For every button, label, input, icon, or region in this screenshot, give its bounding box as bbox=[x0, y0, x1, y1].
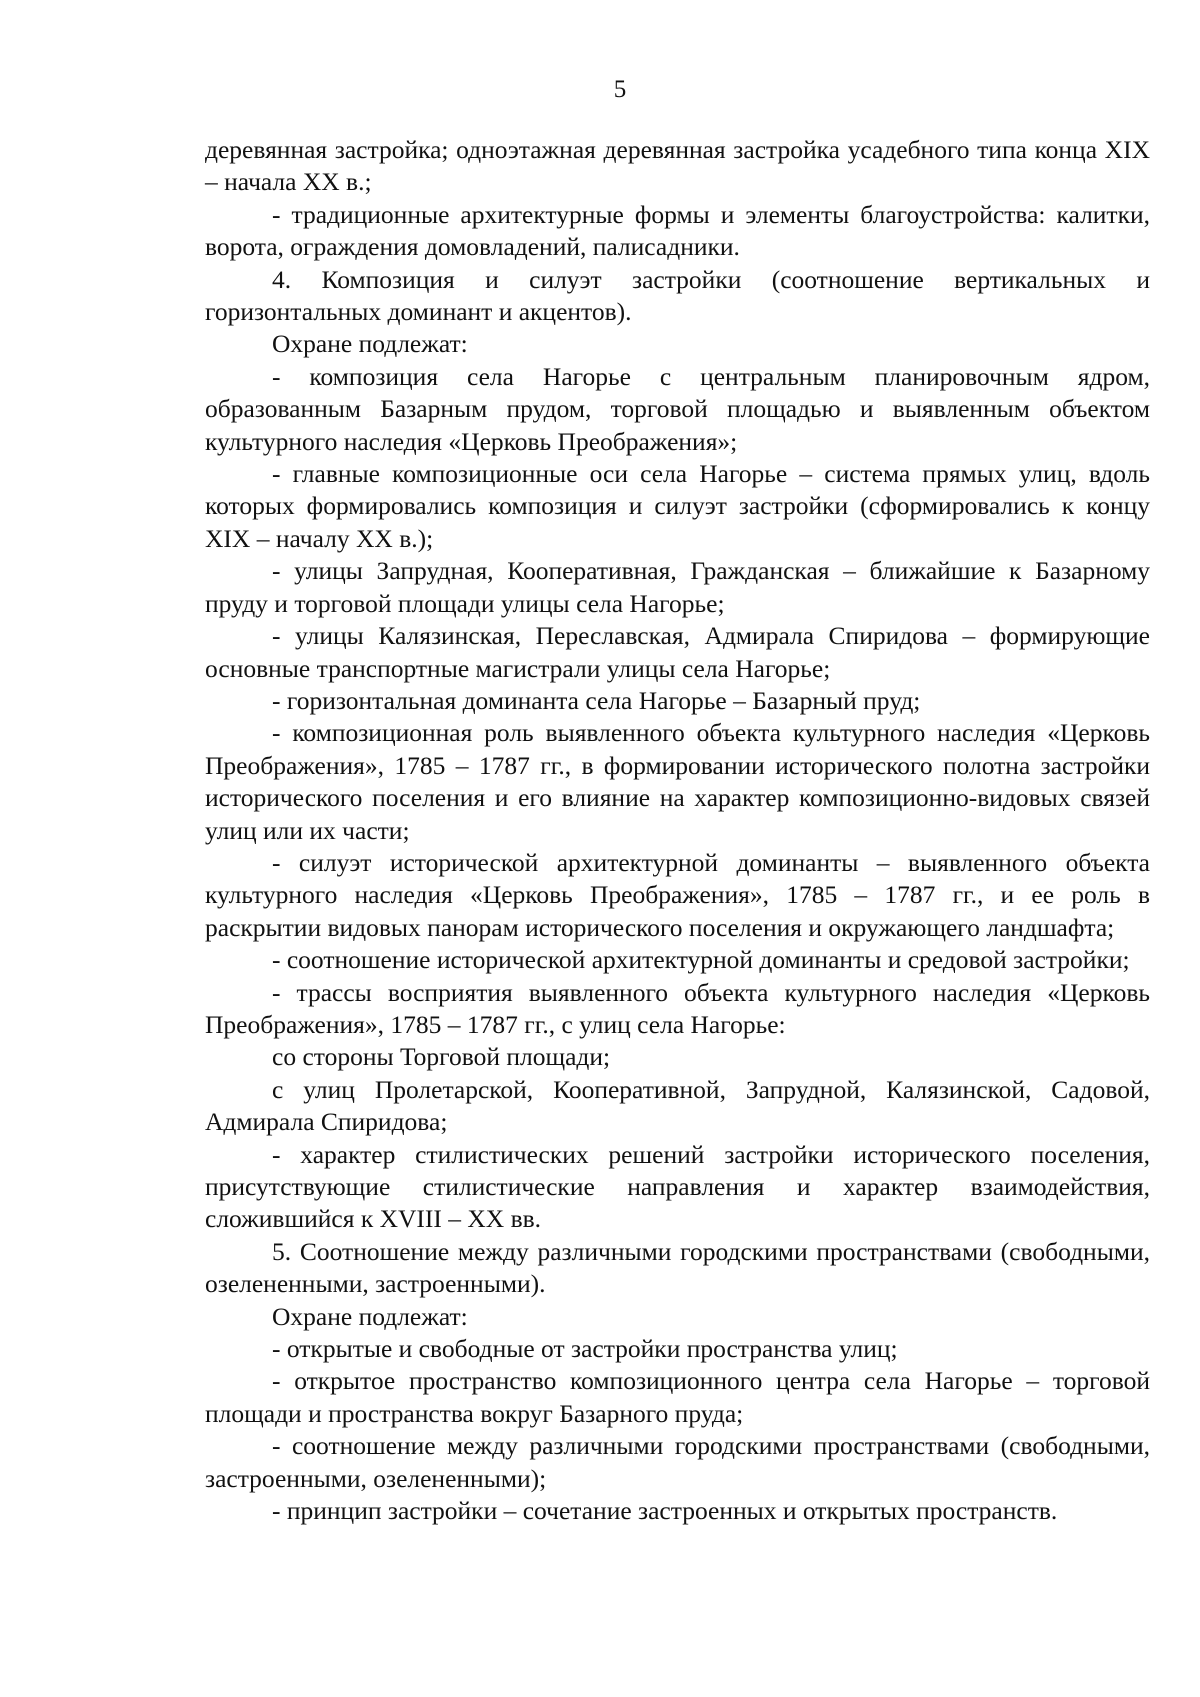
paragraph: - традиционные архитектурные формы и элементы благоустройства: калитки, ворота, ограждения домовладений, палисадники. bbox=[205, 199, 1150, 262]
paragraph: деревянная застройка; одноэтажная деревянная застройка усадебного типа конца XIX – начала XX в.; bbox=[205, 135, 1150, 197]
paragraph: - улицы Запрудная, Кооперативная, Гражданская – ближайшие к Базарному пруду и торговой площади улицы села Нагорье; bbox=[205, 556, 1150, 618]
paragraph: - главные композиционные оси села Нагорье – система прямых улиц, вдоль которых формировались композиция и силуэт застройки (сформировались к концу XIX – началу XX в.); bbox=[205, 459, 1150, 553]
paragraph: - соотношение между различными городскими пространствами (свободными, застроенными, озелененными); bbox=[205, 1431, 1150, 1493]
paragraph: - улицы Калязинская, Переславская, Адмирала Спиридова – формирующие основные транспортные магистрали улицы села Нагорье; bbox=[205, 621, 1150, 683]
paragraph: - характер стилистических решений застройки исторического поселения, присутствующие стилистические направления и характер взаимодействия, сложившийся к XVIII – XX вв. bbox=[205, 1139, 1150, 1234]
paragraph: - принцип застройки – сочетание застроенных и открытых пространств. bbox=[272, 1496, 1058, 1526]
paragraph: Охране подлежат: bbox=[272, 329, 468, 359]
paragraph: - соотношение исторической архитектурной доминанты и средовой застройки; bbox=[272, 945, 1130, 975]
paragraph: 5. Соотношение между различными городскими пространствами (свободными, озелененными, застроенными). bbox=[205, 1236, 1150, 1299]
paragraph: - открытое пространство композиционного центра села Нагорье – торговой площади и пространства вокруг Базарного пруда; bbox=[205, 1366, 1150, 1428]
paragraph: 4. Композиция и силуэт застройки (соотношение вертикальных и горизонтальных доминант и акцентов). bbox=[205, 264, 1150, 327]
paragraph: - композиционная роль выявленного объекта культурного наследия «Церковь Преображения», 1785 – 1787 гг., в формировании исторического полотна застройки исторического поселения и его влияние на характер композиционно-видовых связей улиц или их части; bbox=[205, 718, 1150, 845]
paragraph: - трассы восприятия выявленного объекта культурного наследия «Церковь Преображения», 1785 – 1787 гг., с улиц села Нагорье: bbox=[205, 977, 1150, 1039]
page-number: 5 bbox=[613, 76, 627, 103]
paragraph: Охране подлежат: bbox=[272, 1301, 468, 1331]
paragraph: - горизонтальная доминанта села Нагорье – Базарный пруд; bbox=[272, 685, 921, 715]
paragraph: с улиц Пролетарской, Кооперативной, Запрудной, Калязинской, Садовой, Адмирала Спиридова; bbox=[205, 1074, 1150, 1137]
paragraph: - открытые и свободные от застройки пространства улиц; bbox=[272, 1334, 898, 1364]
paragraph: со стороны Торговой площади; bbox=[272, 1042, 611, 1072]
paragraph: - силуэт исторической архитектурной доминанты – выявленного объекта культурного наследия «Церковь Преображения», 1785 – 1787 гг., и ее роль в раскрытии видовых панорам исторического поселения и окружающего ландшафта; bbox=[205, 847, 1150, 942]
document-body bbox=[205, 134, 1150, 1527]
paragraph: - композиция села Нагорье с центральным планировочным ядром, образованным Базарным прудом, торговой площадью и выявленным объектом культурного наследия «Церковь Преображения»; bbox=[205, 361, 1150, 456]
